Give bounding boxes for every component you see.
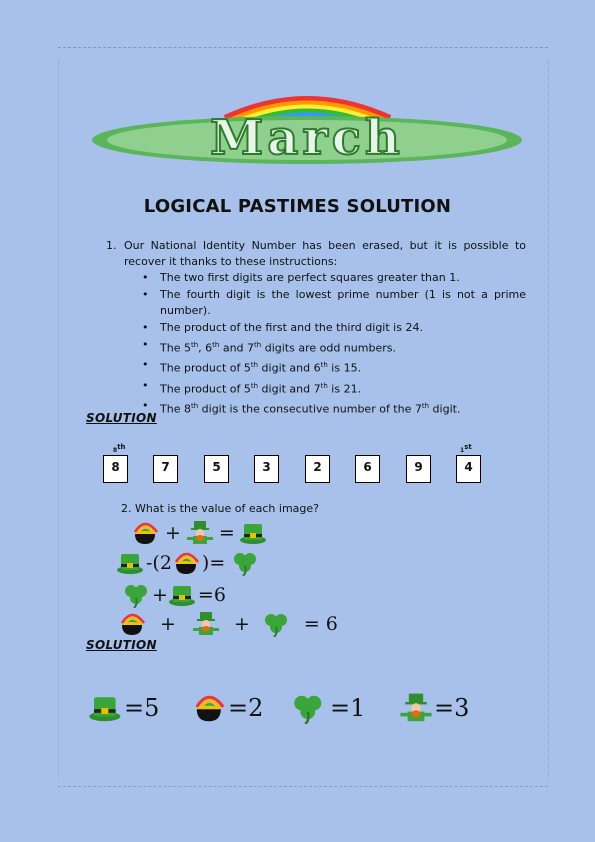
eq1-plus: + bbox=[165, 522, 181, 544]
digit-box-3: 5 bbox=[204, 455, 229, 483]
label-1st: 1st bbox=[460, 443, 472, 454]
answer-pot bbox=[192, 692, 263, 724]
rule-6: • The product of 5th digit and 7th is 21. bbox=[160, 378, 526, 398]
rule-2: • The fourth digit is the lowest prime number (1 is not a prime number). bbox=[160, 287, 526, 320]
banner-word: March bbox=[210, 110, 404, 166]
digit-box-4: 3 bbox=[254, 455, 279, 483]
eq3-plus: + bbox=[152, 584, 168, 606]
equation-1 bbox=[131, 520, 269, 546]
top-dotted-border bbox=[58, 47, 548, 48]
leprechaun-hat-icon bbox=[168, 582, 198, 608]
leprechaun-icon bbox=[398, 692, 434, 724]
eq4-plus-1: + bbox=[160, 613, 176, 635]
solution-label-1: SOLUTION bbox=[86, 411, 157, 425]
digit-box-2: 7 bbox=[153, 455, 178, 483]
answer-clover bbox=[288, 692, 365, 724]
shamrock-icon bbox=[288, 692, 330, 724]
eq3-result: =6 bbox=[197, 584, 226, 606]
pot-of-gold-rainbow-icon bbox=[118, 611, 148, 637]
digit-box-5: 2 bbox=[305, 455, 330, 483]
solution-label-2: SOLUTION bbox=[86, 638, 157, 652]
question-1-intro: Our National Identity Number has been erased, but it is possible to recover it thanks to these instructions: bbox=[124, 239, 526, 268]
rule-1: • The two first digits are perfect squares greater than 1. bbox=[160, 270, 526, 287]
answer-hat-value: =5 bbox=[124, 694, 160, 722]
question-1-rules bbox=[106, 270, 526, 418]
digit-box-6: 6 bbox=[355, 455, 380, 483]
label-8th: 8th bbox=[113, 443, 126, 454]
leprechaun-icon bbox=[185, 520, 215, 546]
equation-3 bbox=[122, 582, 226, 608]
left-dotted-border bbox=[58, 60, 59, 780]
leprechaun-icon bbox=[188, 611, 224, 637]
rule-7: • The 8th digit is the consecutive number of the 7th digit. bbox=[160, 398, 526, 418]
shamrock-icon bbox=[260, 611, 294, 637]
pot-of-gold-rainbow-icon bbox=[131, 520, 161, 546]
answer-leprechaun-value: =3 bbox=[434, 694, 470, 722]
bottom-dotted-border bbox=[58, 786, 548, 787]
eq4-plus-2: + bbox=[233, 613, 250, 635]
digit-box-7: 9 bbox=[406, 455, 431, 483]
rule-3: • The product of the first and the third digit is 24. bbox=[160, 320, 526, 337]
right-dotted-border bbox=[548, 60, 549, 780]
rule-5: • The product of 5th digit and 6th is 15. bbox=[160, 357, 526, 377]
eq2-close: )= bbox=[201, 552, 226, 574]
answer-leprechaun bbox=[398, 692, 469, 724]
digit-box-1: 8 bbox=[103, 455, 128, 483]
leprechaun-hat-icon bbox=[116, 550, 146, 576]
page-title: LOGICAL PASTIMES SOLUTION bbox=[143, 196, 452, 217]
leprechaun-hat-icon bbox=[239, 520, 269, 546]
eq4-result: = 6 bbox=[303, 613, 338, 635]
question-1 bbox=[106, 238, 526, 418]
shamrock-icon bbox=[231, 550, 261, 576]
equation-4 bbox=[118, 611, 342, 637]
equation-2 bbox=[116, 550, 261, 576]
pot-of-gold-rainbow-icon bbox=[192, 692, 228, 724]
question-2-text: 2. What is the value of each image? bbox=[121, 502, 319, 515]
pot-of-gold-rainbow-icon bbox=[172, 550, 202, 576]
shamrock-icon bbox=[122, 582, 152, 608]
rule-4: • The 5th, 6th and 7th digits are odd numbers. bbox=[160, 337, 526, 357]
answer-pot-value: =2 bbox=[228, 694, 264, 722]
march-banner bbox=[85, 88, 530, 168]
eq1-equals: = bbox=[218, 522, 235, 544]
answer-hat bbox=[88, 692, 159, 724]
digit-box-8: 4 bbox=[456, 455, 481, 483]
answer-clover-value: =1 bbox=[330, 694, 366, 722]
leprechaun-hat-icon bbox=[88, 692, 124, 724]
eq2-minus: -(2 bbox=[146, 552, 172, 574]
question-1-number: 1. bbox=[106, 239, 117, 252]
